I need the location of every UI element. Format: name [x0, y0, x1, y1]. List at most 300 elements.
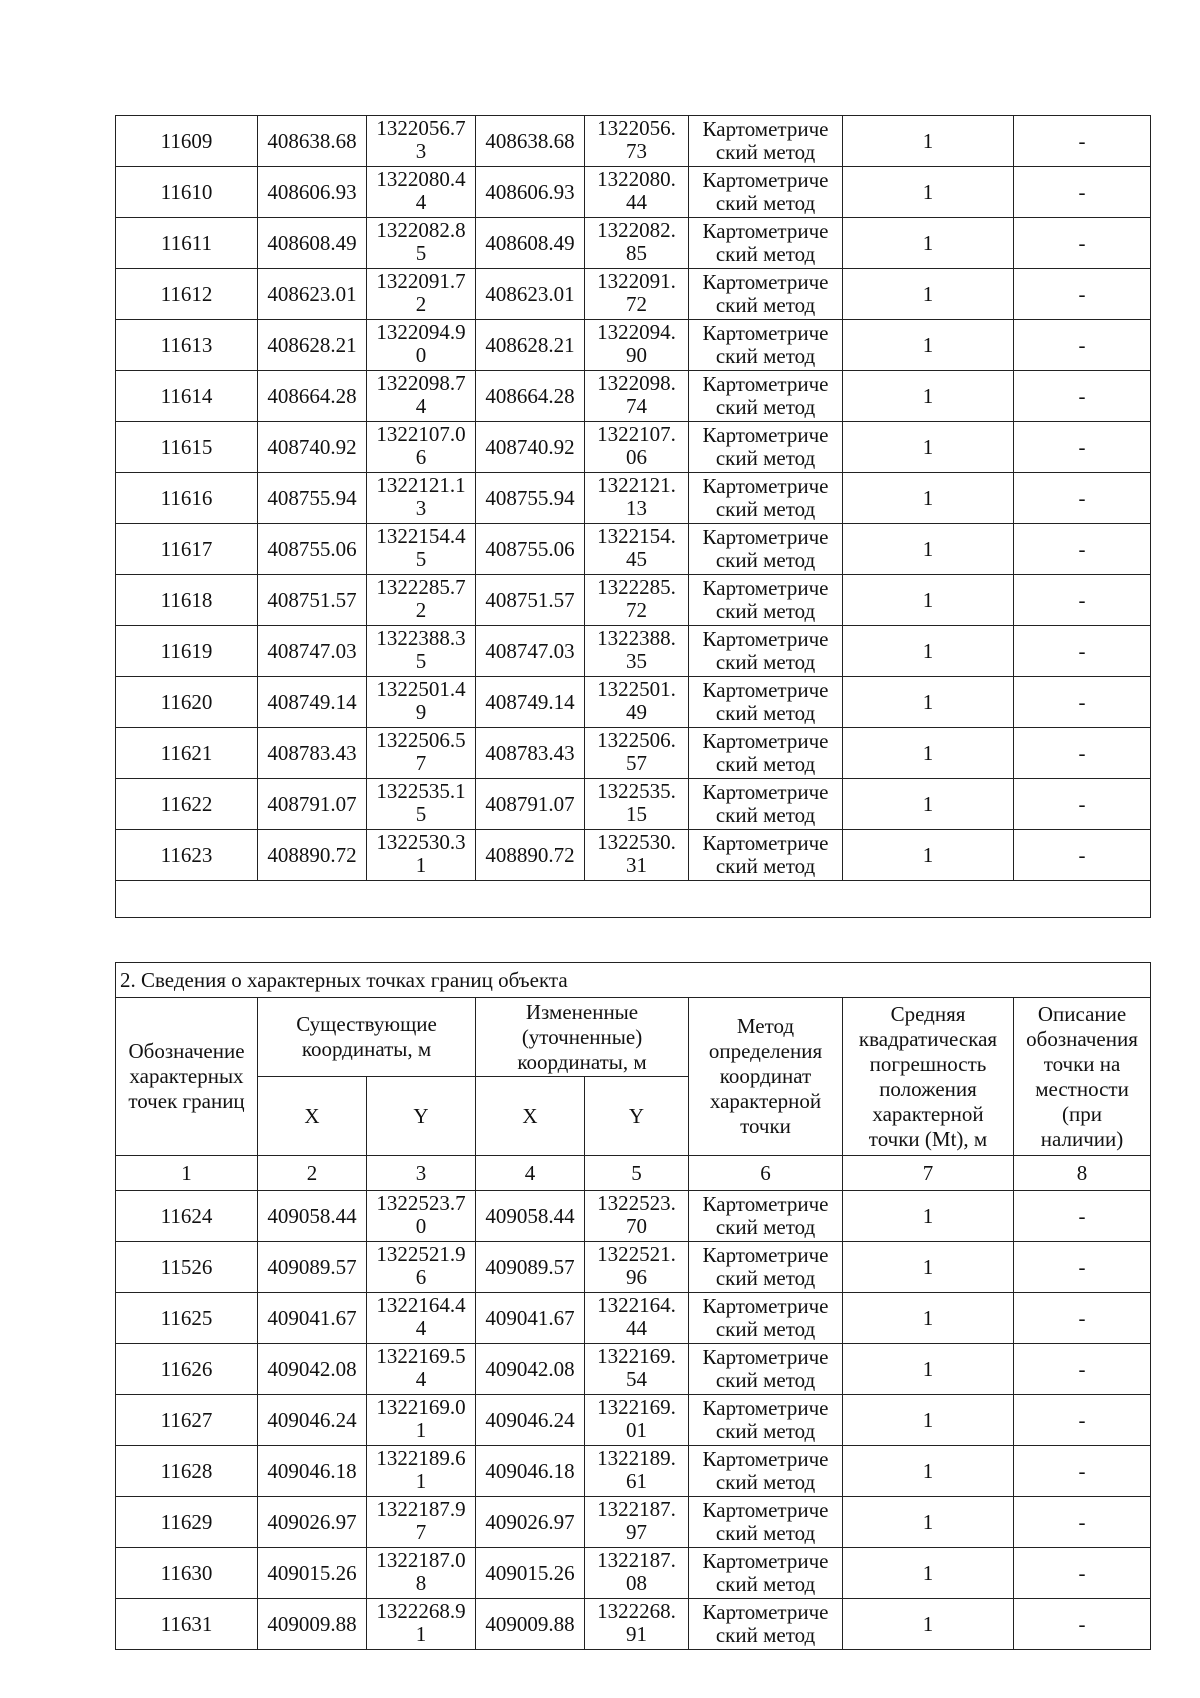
cell-existing-x: 408664.28: [258, 371, 367, 422]
header-existing-y: Y: [367, 1077, 476, 1156]
cell-description: -: [1014, 269, 1151, 320]
cell-existing-y: [367, 830, 476, 881]
cell-text: 1322094.9 0: [376, 321, 466, 367]
cell-text: Картометриче ский метод: [702, 1550, 829, 1596]
cell-mean-error: 1: [843, 473, 1014, 524]
cell-existing-y: [367, 1191, 476, 1242]
cell-text: Картометриче ский метод: [702, 1193, 829, 1239]
cell-existing-x: 408606.93: [258, 167, 367, 218]
table-row: [116, 116, 1151, 167]
column-number: 8: [1014, 1156, 1151, 1191]
cell-text: Картометриче ский метод: [702, 781, 829, 827]
cell-existing-y: [367, 1293, 476, 1344]
header-existing-x: X: [258, 1077, 367, 1156]
cell-text: 1322187.9 7: [376, 1498, 466, 1544]
table-row: [116, 1242, 1151, 1293]
cell-changed-x: 409046.24: [476, 1395, 585, 1446]
cell-changed-x: 408606.93: [476, 167, 585, 218]
table-row: [116, 167, 1151, 218]
cell-mean-error: 1: [843, 1497, 1014, 1548]
cell-text: Картометриче ский метод: [702, 1397, 829, 1443]
table-row: [116, 779, 1151, 830]
cell-method: [689, 1497, 843, 1548]
cell-text: 1322268. 91: [597, 1600, 676, 1646]
cell-point-id: 11611: [116, 218, 258, 269]
cell-text: Картометриче ский метод: [702, 475, 829, 521]
header-changed-coordinates: Измененные (уточненные) координаты, м: [476, 998, 689, 1077]
table-row: [116, 524, 1151, 575]
cell-text: 1322530. 31: [597, 831, 676, 877]
cell-changed-y: [585, 371, 689, 422]
column-number: 2: [258, 1156, 367, 1191]
cell-changed-x: 409009.88: [476, 1599, 585, 1650]
cell-changed-y: [585, 830, 689, 881]
cell-point-id: 11630: [116, 1548, 258, 1599]
cell-point-id: 11622: [116, 779, 258, 830]
cell-existing-y: [367, 1242, 476, 1293]
table2-body: [116, 1191, 1151, 1650]
cell-text: 1322506.5 7: [376, 729, 466, 775]
cell-description: -: [1014, 830, 1151, 881]
cell-text: 1322187. 97: [597, 1498, 676, 1544]
cell-changed-x: 408623.01: [476, 269, 585, 320]
cell-description: -: [1014, 320, 1151, 371]
cell-existing-y: [367, 473, 476, 524]
cell-changed-x: 408638.68: [476, 116, 585, 167]
header-changed-x: X: [476, 1077, 585, 1156]
cell-description: -: [1014, 779, 1151, 830]
cell-text: 1322187. 08: [597, 1549, 676, 1595]
cell-description: -: [1014, 626, 1151, 677]
cell-text: 1322121.1 3: [376, 474, 466, 520]
table-row: [116, 1548, 1151, 1599]
cell-text: Картометриче ский метод: [702, 1295, 829, 1341]
table-row: [116, 830, 1151, 881]
cell-mean-error: 1: [843, 1242, 1014, 1293]
cell-description: -: [1014, 1599, 1151, 1650]
cell-mean-error: 1: [843, 269, 1014, 320]
cell-text: Картометриче ский метод: [702, 832, 829, 878]
table-row: [116, 626, 1151, 677]
cell-method: [689, 1242, 843, 1293]
cell-method: [689, 626, 843, 677]
cell-point-id: 11616: [116, 473, 258, 524]
cell-existing-y: [367, 575, 476, 626]
column-number: 6: [689, 1156, 843, 1191]
table-row: [116, 1293, 1151, 1344]
cell-existing-x: 408628.21: [258, 320, 367, 371]
cell-method: [689, 575, 843, 626]
cell-changed-x: 408608.49: [476, 218, 585, 269]
cell-changed-x: 408628.21: [476, 320, 585, 371]
cell-text: Картометриче ский метод: [702, 271, 829, 317]
cell-changed-y: [585, 575, 689, 626]
cell-description: -: [1014, 167, 1151, 218]
cell-existing-x: 408755.94: [258, 473, 367, 524]
table-row: [116, 677, 1151, 728]
cell-text: 1322501. 49: [597, 678, 676, 724]
boundary-points-table: [115, 962, 1151, 1650]
cell-text: 1322388.3 5: [376, 627, 466, 673]
cell-mean-error: 1: [843, 524, 1014, 575]
cell-changed-y: [585, 1599, 689, 1650]
cell-text: Картометриче ский метод: [702, 679, 829, 725]
cell-point-id: 11626: [116, 1344, 258, 1395]
cell-point-id: 11621: [116, 728, 258, 779]
cell-point-id: 11610: [116, 167, 258, 218]
cell-text: Картометриче ский метод: [702, 1346, 829, 1392]
cell-method: [689, 728, 843, 779]
cell-point-id: 11628: [116, 1446, 258, 1497]
cell-changed-y: [585, 1293, 689, 1344]
cell-changed-y: [585, 269, 689, 320]
cell-method: [689, 218, 843, 269]
cell-text: 1322154. 45: [597, 525, 676, 571]
cell-method: [689, 473, 843, 524]
cell-existing-x: 409046.24: [258, 1395, 367, 1446]
cell-method: [689, 677, 843, 728]
cell-point-id: 11612: [116, 269, 258, 320]
cell-mean-error: 1: [843, 218, 1014, 269]
cell-mean-error: 1: [843, 1446, 1014, 1497]
cell-text: 1322098. 74: [597, 372, 676, 418]
cell-mean-error: 1: [843, 677, 1014, 728]
table-row: [116, 1599, 1151, 1650]
cell-description: -: [1014, 1446, 1151, 1497]
empty-cell: [116, 881, 1151, 918]
cell-changed-y: [585, 1395, 689, 1446]
cell-description: -: [1014, 473, 1151, 524]
cell-existing-x: 409015.26: [258, 1548, 367, 1599]
cell-changed-x: 409042.08: [476, 1344, 585, 1395]
cell-existing-x: 408755.06: [258, 524, 367, 575]
cell-mean-error: 1: [843, 1344, 1014, 1395]
cell-mean-error: 1: [843, 575, 1014, 626]
cell-existing-x: 408747.03: [258, 626, 367, 677]
cell-method: [689, 167, 843, 218]
cell-description: -: [1014, 1497, 1151, 1548]
cell-mean-error: 1: [843, 1548, 1014, 1599]
cell-text: Картометриче ский метод: [702, 1244, 829, 1290]
cell-changed-x: 408783.43: [476, 728, 585, 779]
cell-text: 1322535.1 5: [376, 780, 466, 826]
table-row: [116, 218, 1151, 269]
cell-point-id: 11624: [116, 1191, 258, 1242]
cell-changed-y: [585, 1548, 689, 1599]
cell-point-id: 11615: [116, 422, 258, 473]
cell-mean-error: 1: [843, 422, 1014, 473]
cell-existing-y: [367, 320, 476, 371]
cell-text: 1322189. 61: [597, 1447, 676, 1493]
cell-existing-y: [367, 1395, 476, 1446]
cell-existing-y: [367, 167, 476, 218]
cell-text: 1322098.7 4: [376, 372, 466, 418]
cell-text: 1322523. 70: [597, 1192, 676, 1238]
cell-changed-x: 408749.14: [476, 677, 585, 728]
cell-text: 1322285.7 2: [376, 576, 466, 622]
cell-text: 1322268.9 1: [376, 1600, 466, 1646]
header-changed-y: Y: [585, 1077, 689, 1156]
cell-mean-error: 1: [843, 779, 1014, 830]
cell-method: [689, 116, 843, 167]
cell-existing-x: 409042.08: [258, 1344, 367, 1395]
column-number: 5: [585, 1156, 689, 1191]
table2-header: [116, 963, 1151, 1191]
cell-existing-y: [367, 1497, 476, 1548]
table-row: [116, 422, 1151, 473]
cell-description: -: [1014, 728, 1151, 779]
column-number: 7: [843, 1156, 1014, 1191]
column-number: 1: [116, 1156, 258, 1191]
cell-text: 1322501.4 9: [376, 678, 466, 724]
cell-changed-y: [585, 728, 689, 779]
cell-description: -: [1014, 1548, 1151, 1599]
cell-text: Картометриче ский метод: [702, 169, 829, 215]
cell-description: -: [1014, 524, 1151, 575]
cell-changed-y: [585, 1497, 689, 1548]
cell-existing-x: 409058.44: [258, 1191, 367, 1242]
cell-changed-x: 408740.92: [476, 422, 585, 473]
cell-point-id: 11629: [116, 1497, 258, 1548]
cell-method: [689, 320, 843, 371]
cell-description: -: [1014, 677, 1151, 728]
cell-description: -: [1014, 116, 1151, 167]
cell-changed-x: 409046.18: [476, 1446, 585, 1497]
cell-description: -: [1014, 1191, 1151, 1242]
cell-changed-x: 408664.28: [476, 371, 585, 422]
cell-point-id: 11631: [116, 1599, 258, 1650]
cell-text: 1322056.7 3: [376, 117, 466, 163]
table1-body: [116, 116, 1151, 918]
cell-method: [689, 1548, 843, 1599]
cell-mean-error: 1: [843, 1293, 1014, 1344]
cell-text: 1322189.6 1: [376, 1447, 466, 1493]
cell-text: 1322154.4 5: [376, 525, 466, 571]
column-number: 3: [367, 1156, 476, 1191]
cell-existing-y: [367, 218, 476, 269]
cell-changed-y: [585, 116, 689, 167]
table-row: [116, 320, 1151, 371]
cell-existing-y: [367, 371, 476, 422]
cell-text: 1322164. 44: [597, 1294, 676, 1340]
cell-text: 1322169. 54: [597, 1345, 676, 1391]
cell-existing-y: [367, 116, 476, 167]
cell-existing-y: [367, 422, 476, 473]
cell-text: Картометриче ский метод: [702, 118, 829, 164]
cell-mean-error: 1: [843, 320, 1014, 371]
cell-text: Картометриче ский метод: [702, 577, 829, 623]
cell-existing-y: [367, 1344, 476, 1395]
header-point-designation: Обозначение характерных точек границ: [116, 998, 258, 1156]
table-row: [116, 1191, 1151, 1242]
cell-changed-x: 408747.03: [476, 626, 585, 677]
cell-mean-error: 1: [843, 626, 1014, 677]
cell-existing-x: 408751.57: [258, 575, 367, 626]
table-row: [116, 1497, 1151, 1548]
cell-description: -: [1014, 1395, 1151, 1446]
cell-text: 1322169.0 1: [376, 1396, 466, 1442]
cell-point-id: 11620: [116, 677, 258, 728]
table2-title: 2. Сведения о характерных точках границ объекта: [116, 963, 1151, 998]
cell-description: -: [1014, 371, 1151, 422]
header-description: Описание обозначения точки на местности (при наличии): [1014, 998, 1151, 1156]
cell-text: 1322107. 06: [597, 423, 676, 469]
cell-method: [689, 371, 843, 422]
cell-text: Картометриче ский метод: [702, 373, 829, 419]
cell-changed-y: [585, 167, 689, 218]
cell-changed-y: [585, 218, 689, 269]
cell-mean-error: 1: [843, 1599, 1014, 1650]
cell-changed-y: [585, 626, 689, 677]
cell-method: [689, 1446, 843, 1497]
cell-method: [689, 1344, 843, 1395]
column-number: 4: [476, 1156, 585, 1191]
cell-text: Картометриче ский метод: [702, 628, 829, 674]
cell-text: 1322080. 44: [597, 168, 676, 214]
cell-description: -: [1014, 1293, 1151, 1344]
cell-changed-x: 409015.26: [476, 1548, 585, 1599]
cell-existing-y: [367, 1548, 476, 1599]
cell-text: 1322506. 57: [597, 729, 676, 775]
cell-existing-y: [367, 1446, 476, 1497]
cell-mean-error: 1: [843, 1395, 1014, 1446]
cell-changed-x: 409026.97: [476, 1497, 585, 1548]
cell-text: 1322521. 96: [597, 1243, 676, 1289]
cell-changed-y: [585, 320, 689, 371]
cell-changed-y: [585, 422, 689, 473]
cell-existing-x: 408783.43: [258, 728, 367, 779]
cell-existing-y: [367, 626, 476, 677]
cell-existing-x: 408623.01: [258, 269, 367, 320]
coordinates-table-continued: [115, 115, 1151, 918]
cell-text: Картометриче ский метод: [702, 424, 829, 470]
cell-point-id: 11627: [116, 1395, 258, 1446]
cell-changed-x: 409058.44: [476, 1191, 585, 1242]
cell-method: [689, 1293, 843, 1344]
cell-changed-y: [585, 1242, 689, 1293]
cell-text: 1322169.5 4: [376, 1345, 466, 1391]
cell-existing-y: [367, 779, 476, 830]
cell-text: Картометриче ский метод: [702, 1448, 829, 1494]
cell-existing-y: [367, 269, 476, 320]
cell-text: 1322082. 85: [597, 219, 676, 265]
cell-text: Картометриче ский метод: [702, 322, 829, 368]
cell-method: [689, 830, 843, 881]
cell-text: 1322285. 72: [597, 576, 676, 622]
cell-changed-x: 409041.67: [476, 1293, 585, 1344]
cell-point-id: 11618: [116, 575, 258, 626]
cell-changed-x: 408890.72: [476, 830, 585, 881]
cell-description: -: [1014, 1344, 1151, 1395]
cell-existing-y: [367, 677, 476, 728]
cell-changed-y: [585, 779, 689, 830]
cell-mean-error: 1: [843, 830, 1014, 881]
cell-changed-y: [585, 1344, 689, 1395]
cell-existing-y: [367, 1599, 476, 1650]
cell-text: Картометриче ский метод: [702, 730, 829, 776]
table-row: [116, 473, 1151, 524]
cell-existing-x: 409026.97: [258, 1497, 367, 1548]
cell-point-id: 11619: [116, 626, 258, 677]
cell-description: -: [1014, 218, 1151, 269]
cell-text: 1322091. 72: [597, 270, 676, 316]
cell-method: [689, 779, 843, 830]
cell-text: 1322169. 01: [597, 1396, 676, 1442]
cell-text: 1322094. 90: [597, 321, 676, 367]
cell-method: [689, 1191, 843, 1242]
cell-description: -: [1014, 422, 1151, 473]
cell-text: Картометриче ский метод: [702, 220, 829, 266]
table-row: [116, 575, 1151, 626]
cell-point-id: 11623: [116, 830, 258, 881]
cell-method: [689, 1599, 843, 1650]
table-row: [116, 1344, 1151, 1395]
cell-mean-error: 1: [843, 167, 1014, 218]
cell-text: 1322091.7 2: [376, 270, 466, 316]
cell-point-id: 11609: [116, 116, 258, 167]
cell-existing-y: [367, 524, 476, 575]
cell-existing-x: 408791.07: [258, 779, 367, 830]
cell-mean-error: 1: [843, 371, 1014, 422]
cell-point-id: 11614: [116, 371, 258, 422]
cell-text: Картометриче ский метод: [702, 1601, 829, 1647]
header-existing-coordinates: Существующие координаты, м: [258, 998, 476, 1077]
cell-existing-x: 408749.14: [258, 677, 367, 728]
cell-description: -: [1014, 575, 1151, 626]
table-row: [116, 1395, 1151, 1446]
cell-point-id: 11613: [116, 320, 258, 371]
cell-text: 1322107.0 6: [376, 423, 466, 469]
cell-changed-y: [585, 677, 689, 728]
cell-existing-x: 408890.72: [258, 830, 367, 881]
cell-mean-error: 1: [843, 728, 1014, 779]
cell-text: 1322080.4 4: [376, 168, 466, 214]
cell-text: 1322535. 15: [597, 780, 676, 826]
cell-text: 1322388. 35: [597, 627, 676, 673]
cell-changed-y: [585, 1446, 689, 1497]
cell-point-id: 11617: [116, 524, 258, 575]
cell-method: [689, 422, 843, 473]
cell-text: Картометриче ский метод: [702, 1499, 829, 1545]
cell-changed-x: 408755.06: [476, 524, 585, 575]
cell-changed-x: 408755.94: [476, 473, 585, 524]
cell-method: [689, 1395, 843, 1446]
cell-changed-x: 409089.57: [476, 1242, 585, 1293]
cell-changed-y: [585, 1191, 689, 1242]
cell-text: 1322121. 13: [597, 474, 676, 520]
cell-method: [689, 269, 843, 320]
cell-text: 1322082.8 5: [376, 219, 466, 265]
cell-existing-x: 409089.57: [258, 1242, 367, 1293]
cell-changed-x: 408791.07: [476, 779, 585, 830]
cell-method: [689, 524, 843, 575]
cell-text: 1322523.7 0: [376, 1192, 466, 1238]
cell-existing-x: 409041.67: [258, 1293, 367, 1344]
cell-existing-x: 409046.18: [258, 1446, 367, 1497]
cell-existing-x: 408740.92: [258, 422, 367, 473]
table-row: [116, 269, 1151, 320]
cell-text: 1322530.3 1: [376, 831, 466, 877]
cell-existing-x: 408608.49: [258, 218, 367, 269]
cell-existing-x: 408638.68: [258, 116, 367, 167]
cell-changed-x: 408751.57: [476, 575, 585, 626]
cell-text: Картометриче ский метод: [702, 526, 829, 572]
table-row: [116, 728, 1151, 779]
table-row: [116, 371, 1151, 422]
cell-point-id: 11625: [116, 1293, 258, 1344]
cell-text: 1322056. 73: [597, 117, 676, 163]
header-method: Метод определения координат характерной точки: [689, 998, 843, 1156]
